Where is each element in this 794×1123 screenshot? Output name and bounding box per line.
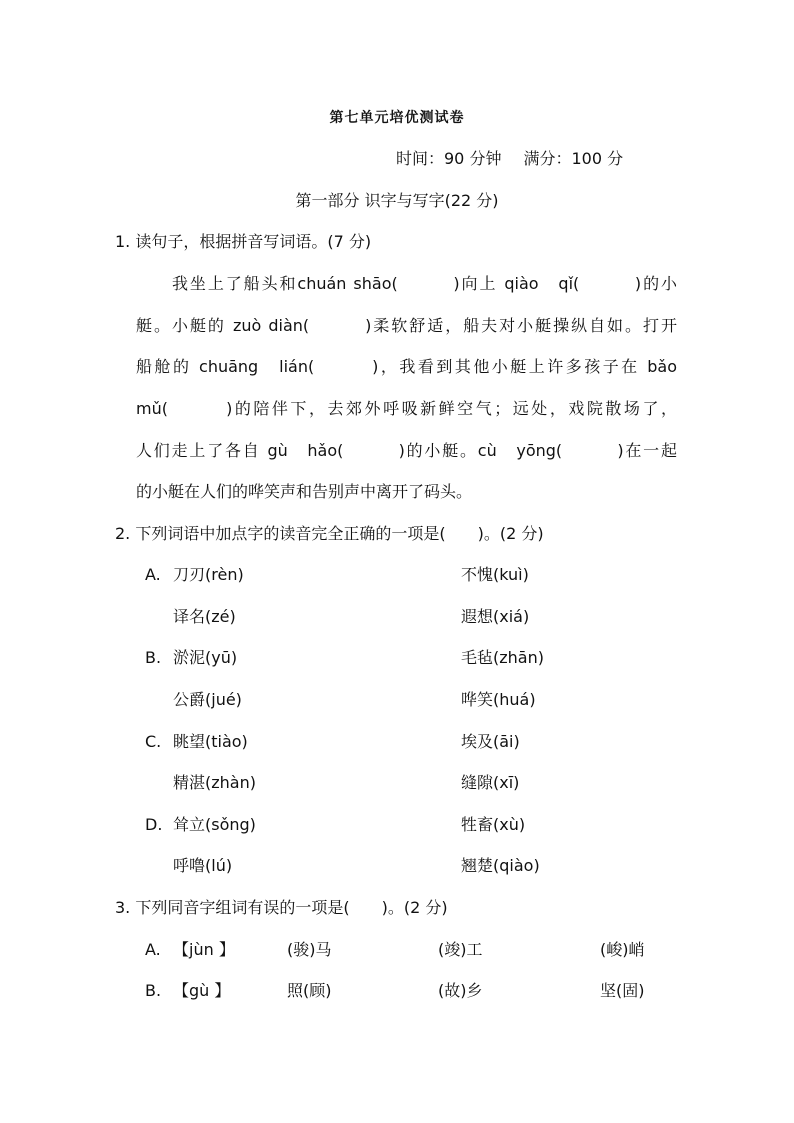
exam-score: 满分：100 分	[523, 149, 624, 168]
question-3-prompt: 3. 下列同音字组词有误的一项是( )。(2 分)	[115, 898, 448, 917]
option-label-b: B.	[145, 648, 162, 667]
option-word: 淤泥(yū)	[173, 648, 238, 667]
homophone-word: (骏)马	[287, 940, 332, 959]
homophone-word: (竣)工	[438, 940, 483, 959]
option-word: 哗笑(huá)	[461, 690, 536, 709]
question-1-line: 我坐上了船头和chuán shāo( )向上 qiào qǐ( )的小	[172, 274, 677, 293]
option-word: 埃及(āi)	[461, 732, 520, 751]
homophone-word: (故)乡	[438, 981, 483, 1000]
option-word: 耸立(sǒng)	[173, 815, 256, 834]
pinyin-key: 【gù 】	[173, 981, 231, 1000]
option-label-a: A.	[145, 565, 161, 584]
option-label-d: D.	[145, 815, 163, 834]
question-1-prompt: 1. 读句子，根据拼音写词语。(7 分)	[115, 232, 372, 251]
option-word: 呼噜(lú)	[173, 856, 233, 875]
option-label-a: A.	[145, 940, 161, 959]
question-2-prompt: 2. 下列词语中加点字的读音完全正确的一项是( )。(2 分)	[115, 524, 544, 543]
question-1-line: mǔ( )的陪伴下，去郊外呼吸新鲜空气；远处，戏院散场了，	[136, 399, 677, 418]
option-word: 译名(zé)	[173, 607, 236, 626]
option-word: 翘楚(qiào)	[461, 856, 540, 875]
question-1-line: 人们走上了各自 gù hǎo( )的小艇。cù yōng( )在一起	[136, 441, 677, 460]
option-word: 精湛(zhàn)	[173, 773, 256, 792]
homophone-word: (峻)峭	[600, 940, 645, 959]
section-title: 第一部分 识字与写字(22 分)	[295, 191, 499, 210]
question-1-line: 的小艇在人们的哗笑声和告别声中离开了码头。	[136, 482, 473, 501]
option-word: 牲畜(xù)	[461, 815, 526, 834]
option-word: 眺望(tiào)	[173, 732, 248, 751]
exam-time: 时间：90 分钟	[396, 149, 502, 168]
option-label-c: C.	[145, 732, 162, 751]
homophone-word: 照(顾)	[287, 981, 332, 1000]
exam-title: 第七单元培优测试卷	[329, 110, 465, 126]
option-label-b: B.	[145, 981, 162, 1000]
option-word: 遐想(xiá)	[461, 607, 530, 626]
pinyin-key: 【jùn 】	[173, 940, 235, 959]
option-word: 刀刃(rèn)	[173, 565, 244, 584]
question-1-line: 艇。小艇的 zuò diàn( )柔软舒适，船夫对小艇操纵自如。打开	[136, 316, 677, 335]
option-word: 缝隙(xī)	[461, 773, 520, 792]
option-word: 公爵(jué)	[173, 690, 242, 709]
option-word: 毛毡(zhān)	[461, 648, 544, 667]
exam-meta	[396, 148, 623, 170]
homophone-word: 坚(固)	[600, 981, 645, 1000]
option-word: 不愧(kuì)	[461, 565, 529, 584]
question-1-line: 船舱的 chuāng lián( )，我看到其他小艇上许多孩子在 bǎo	[136, 357, 677, 376]
